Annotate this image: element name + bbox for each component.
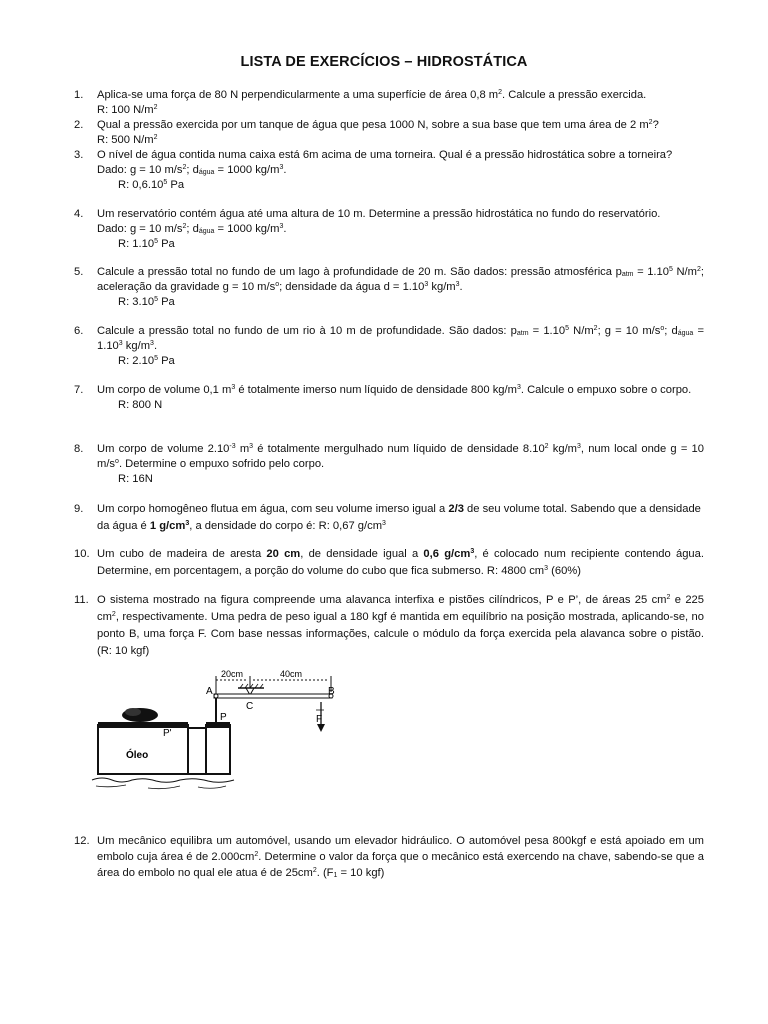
answer: R: 16N bbox=[118, 473, 153, 485]
answer: R: 2.10$^5$ Pa bbox=[118, 355, 175, 367]
exercise-number: 11. bbox=[74, 594, 89, 606]
exercise-number: 12. bbox=[74, 835, 90, 847]
exercise-number: 1. bbox=[74, 89, 84, 101]
exercise-number: 9. bbox=[74, 503, 84, 515]
exercise-7: 7. Um corpo de volume 0,1 $m^3$ é totalmente imerso num líquido de densidade 800 $kg/m^3$. Calcule o empuxo sobre o corpo. R: 800 N bbox=[74, 383, 704, 413]
exercise-text: O nível de água contida numa caixa está 6m acima de uma torneira. Qual é a pressão hidrostática sobre a torneira? bbox=[97, 149, 673, 161]
lever-piston-figure bbox=[88, 664, 368, 794]
exercise-number: 3. bbox=[74, 149, 84, 161]
answer: R: 800 N bbox=[118, 399, 163, 411]
answer: R: 1.10$^5$ Pa bbox=[118, 238, 175, 250]
given-data: Dado: g = 10 $m/s^2$; $d_{água} = 1000$ $kg/m^3$. bbox=[97, 164, 287, 176]
exercise-10: 10. Um cubo de madeira de aresta 20 cm, de densidade igual a 0,6 $g/cm^3$, é colocado num recipiente contendo água. Determine, em porcentagem, a porção do volume do cubo que fica submerso. R: 4800 $cm^3$ (60%) bbox=[74, 548, 704, 577]
point-c-label: C bbox=[246, 701, 254, 712]
exercise-1 bbox=[74, 88, 704, 118]
exercise-6: 6. Calcule a pressão total no fundo de um rio à 10 m de profundidade. São dados: $p_{atm} = 1.10^5$ $N/m^2$; g = 10 $m/s^o$; $d_{água} = 1.10^3$ $kg/m^3$. R: 2.10$^5$ Pa bbox=[74, 325, 704, 367]
piston-p-label: P bbox=[220, 712, 227, 723]
point-b-label: B bbox=[328, 686, 335, 697]
exercise-2 bbox=[74, 118, 704, 148]
answer: R: 500 $N/m^2$ bbox=[97, 134, 158, 146]
dimension-label: 20cm bbox=[221, 669, 244, 679]
exercise-number: 6. bbox=[74, 325, 84, 337]
exercise-12: 12. Um mecânico equilibra um automóvel, usando um elevador hidráulico. O automóvel pesa 800kgf e está apoiado em um embolo cuja área é de $2.000cm^2$. Determine o valor da força que o mecânico está exercendo na chave, sabendo-se que a área do embolo no qual ele atua é de $25cm^2$. ($F_1 = 10$ kgf) bbox=[74, 835, 704, 879]
oil-label: Óleo bbox=[126, 750, 149, 761]
exercise-number: 7. bbox=[74, 384, 84, 396]
exercise-4 bbox=[74, 207, 704, 252]
point-a-label: A bbox=[206, 686, 213, 697]
superscript: 2 bbox=[648, 119, 653, 126]
exercise-text: ? bbox=[652, 119, 659, 131]
exercise-8: 8. Um corpo de volume $2.10^{-3}$ $m^3$ é totalmente mergulhado num líquido de densidade 8.10$^2$ $kg/m^3$, num local onde g = 10 $m/s^o$. Determine o empuxo sofrido pelo corpo. R: 16N bbox=[74, 443, 704, 485]
exercise-text: Qual a pressão exercida por um tanque de água que pesa 1000 N, sobre a sua base que tem uma área de 2 m bbox=[97, 119, 649, 131]
exercise-number: 2. bbox=[74, 119, 84, 131]
exercise-text: Um reservatório contém água até uma altura de 10 m. Determine a pressão hidrostática no fundo do reservatório. bbox=[97, 208, 661, 220]
exercise-number: 5. bbox=[74, 266, 84, 278]
exercise-9: 9. Um corpo homogêneo flutua em água, com seu volume imerso igual a 2/3 de seu volume total. Sabendo que a densidade da água é 1 $g/cm^3$, a densidade do corpo é: R: 0,67 $g/cm^3$ bbox=[74, 503, 701, 532]
superscript: 2 bbox=[498, 89, 503, 96]
exercise-text: Aplica-se uma força de 80 N perpendicularmente a uma superfície de área 0,8 m bbox=[97, 89, 499, 101]
exercise-number: 4. bbox=[74, 208, 84, 220]
dimension-label: 40cm bbox=[280, 669, 303, 679]
exercise-5: 5. Calcule a pressão total no fundo de um lago à profundidade de 20 m. São dados: pressão atmosférica $p_{atm} = 1.10^5$ $N/m^2$; aceleração da gravidade g = 10 $m/s^o$; densidade da água $d = 1.10^3$ $kg/m^3$. R: 3.10$^5$ Pa bbox=[74, 266, 704, 308]
answer: R: 100 $N/m^2$ bbox=[97, 104, 158, 116]
given-data: Dado: g = 10 $m/s^2$; $d_{água} = 1000$ $kg/m^3$. bbox=[97, 223, 287, 235]
answer: R: 3.10$^5$ Pa bbox=[118, 296, 175, 308]
exercise-11: 11. O sistema mostrado na figura compreende uma alavanca interfixa e pistões cilíndricos, P e P’, de áreas 25 $cm^2$ e 225 $cm^2$, respectivamente. Uma pedra de peso igual a 180 kgf é mantida em equilíbrio na posição mostrada, aplicando-se, no ponto B, uma força F. Com base nessas informações, calcule o módulo da força exercida pela alavanca sobre o pistão. (R: 10 kgf) bbox=[74, 594, 704, 657]
answer: R: 0,6.10$^5$ Pa bbox=[118, 179, 185, 191]
exercise-number: 8. bbox=[74, 443, 84, 455]
exercise-3 bbox=[74, 148, 704, 193]
force-label: F bbox=[316, 714, 323, 725]
exercise-number: 10. bbox=[74, 548, 90, 560]
page-title: LISTA DE EXERCÍCIOS – HIDROSTÁTICA bbox=[240, 54, 528, 70]
piston-p-prime-label: P' bbox=[163, 728, 172, 739]
exercise-text: . Calcule a pressão exercida. bbox=[502, 89, 647, 101]
